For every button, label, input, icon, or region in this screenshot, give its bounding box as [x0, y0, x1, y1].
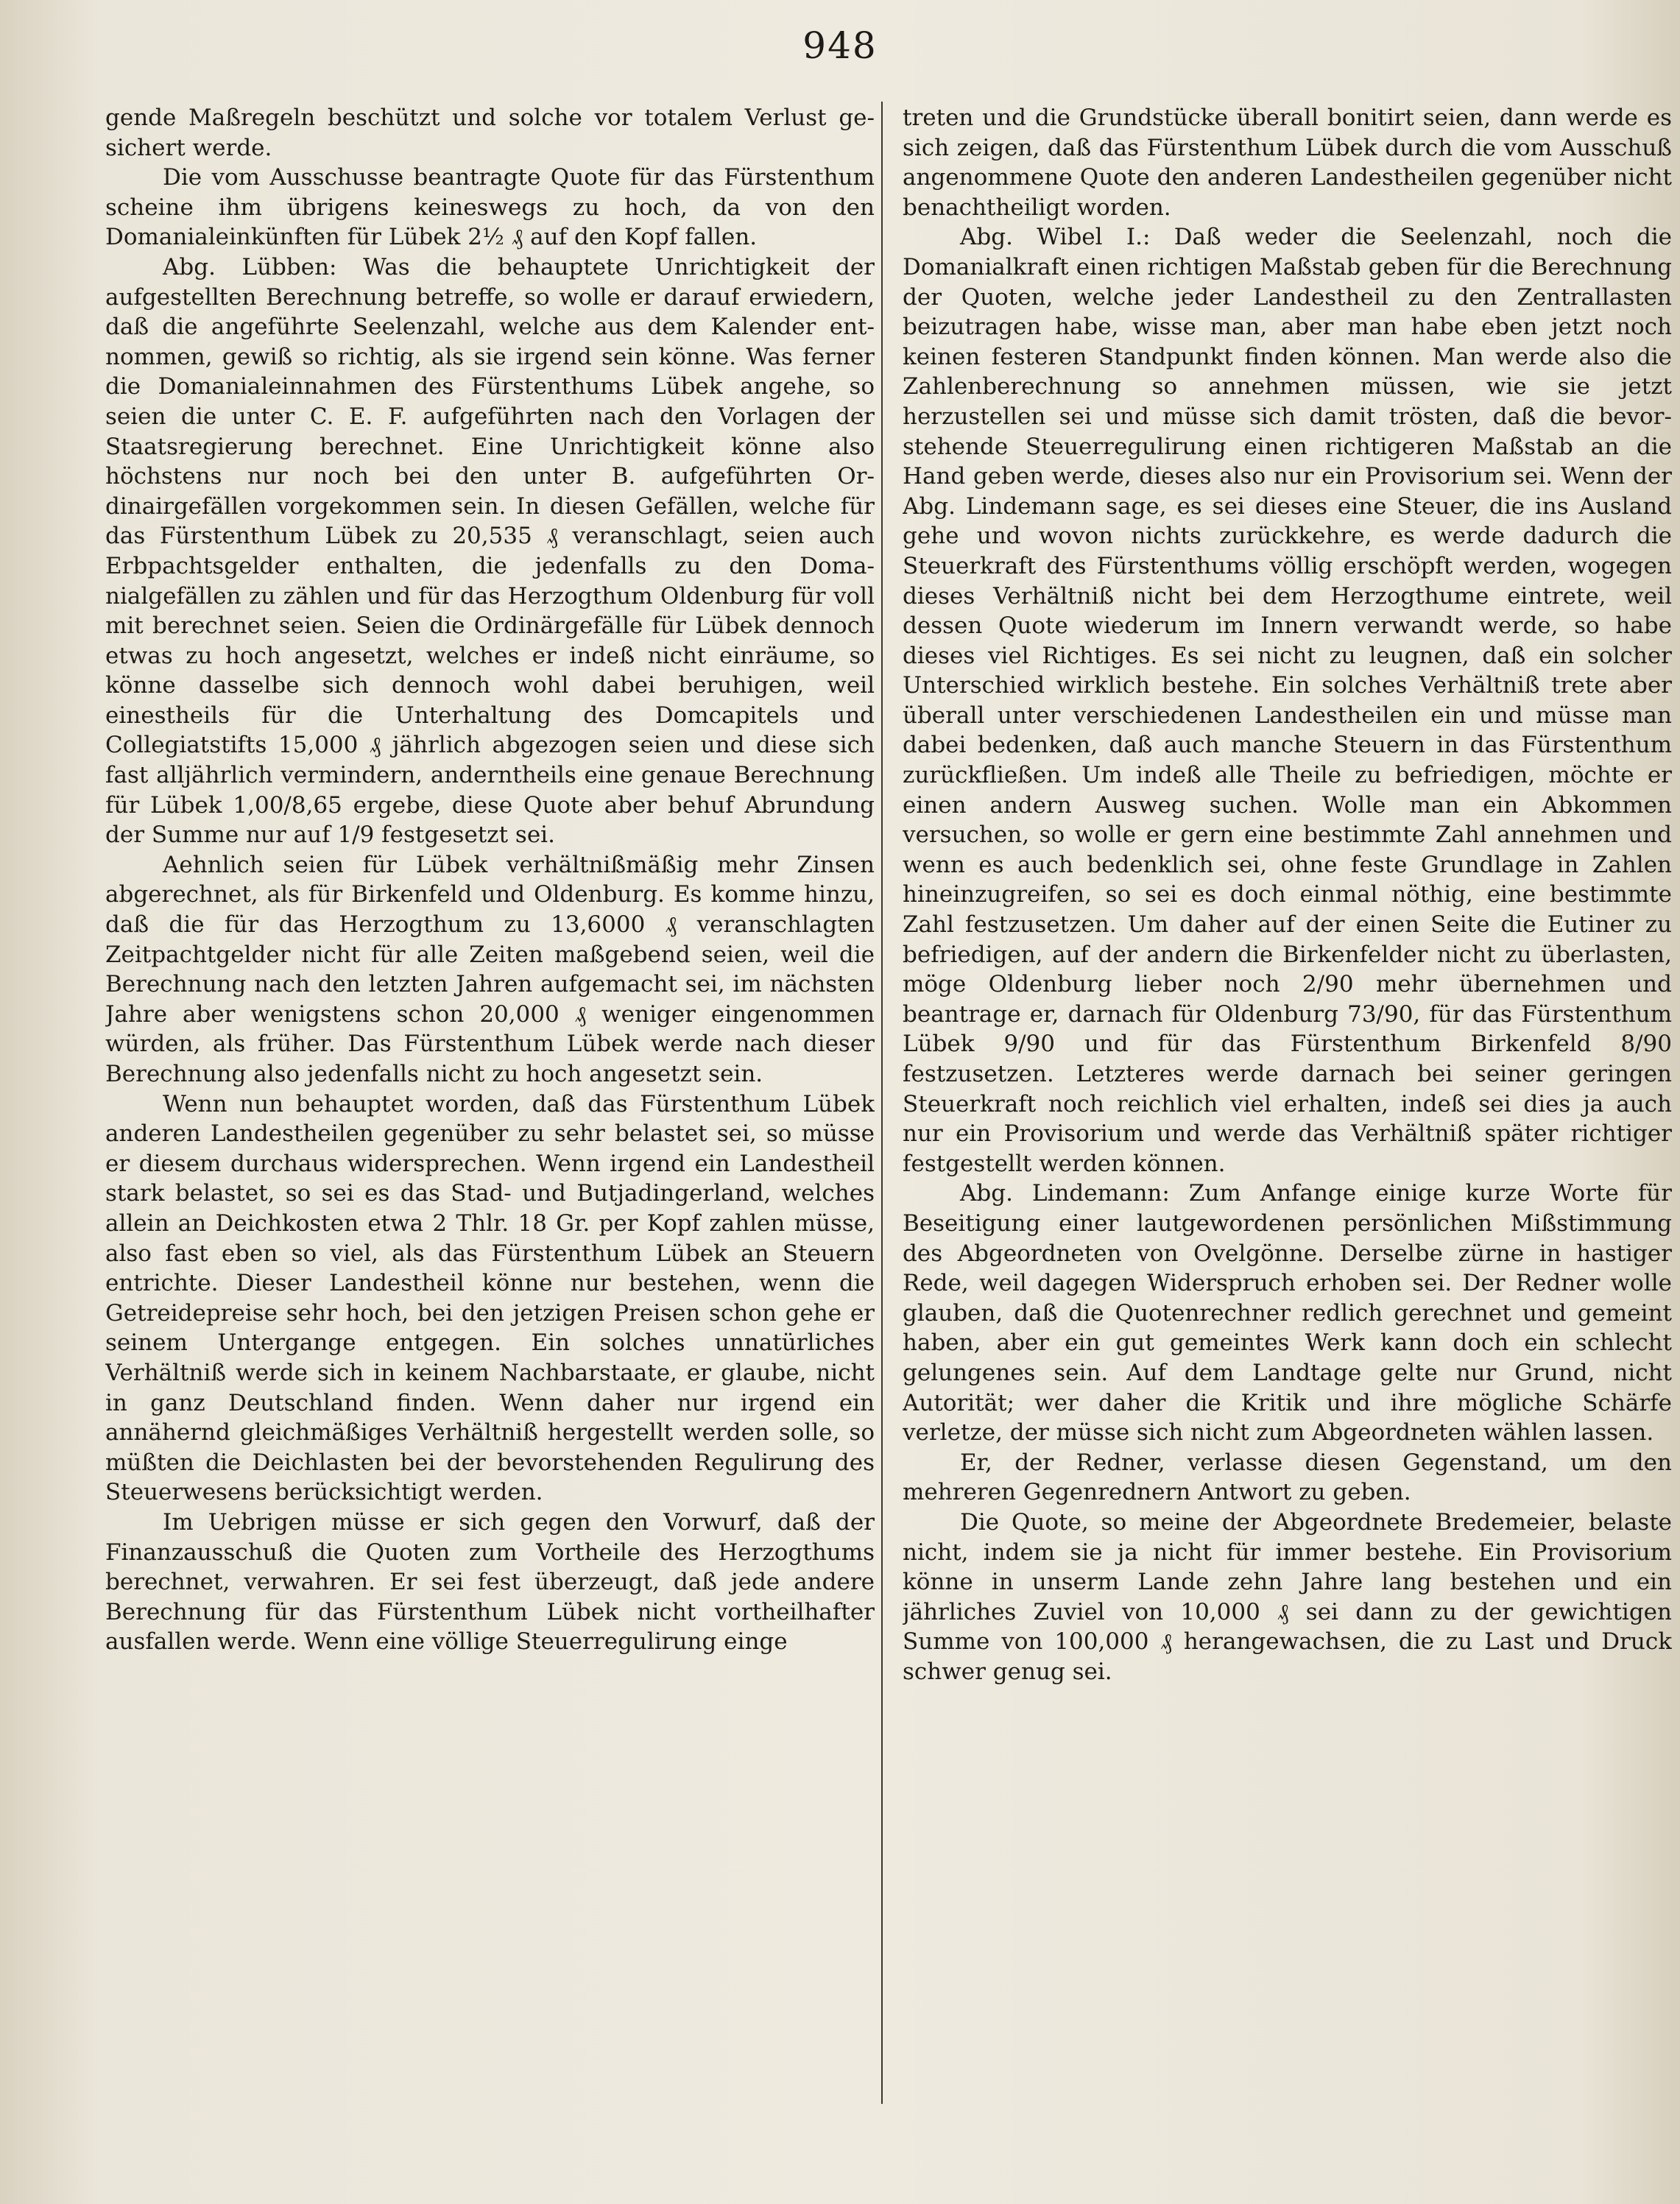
left-paragraph-6: Im Uebrigen müsse er sich gegen den Vorwurf, daß der Finanzausschuß die Quoten zum Vortheile des Herzogthums berechnet, verwahren. Er sei fest überzeugt, daß jede andere Berechnung für das Fürstenthum Lübek nicht vortheilhafter ausfallen werde. Wenn eine völlige Steuerregulirung einge	[105, 1508, 875, 1656]
right-paragraph-5: Die Quote, so meine der Abgeordnete Bredemeier, belaste nicht, indem sie ja nicht für immer bestehe. Ein Provisorium könne in unserm Lande zehn Jahre lang bestehen und ein jährliches Zuviel von 10,000 ₰ sei dann zu der gewichtigen Summe von 100,000 ₰ herangewachsen, die zu Last und Druck schwer genug sei.	[903, 1508, 1672, 1685]
right-paragraph-1: treten und die Grundstücke überall bonitirt seien, dann werde es sich zeigen, daß das Fürstenthum Lübek durch die vom Ausschuß angenommene Quote den anderen Landestheilen gegenüber nicht benachtheiligt worden.	[903, 105, 1672, 221]
left-paragraph-4: Aehnlich seien für Lübek verhältnißmäßig mehr Zinsen abgerechnet, als für Birkenfeld und Oldenburg. Es komme hinzu, daß die für das Herzogthum zu 13,6000 ₰ veranschlagten Zeitpachtgelder nicht für alle Zeiten maßgebend seien, weil die Berechnung nach den letzten Jahren aufgemacht sei, im nächsten Jahre aber wenigstens schon 20,000 ₰ weniger eingenommen würden, als früher. Das Fürstenthum Lübek werde nach dieser Berechnung also jedenfalls nicht zu hoch angesetzt sein.	[105, 851, 875, 1087]
right-paragraph-4: Er, der Redner, verlasse diesen Gegenstand, um den mehreren Gegenrednern Antwort zu geben.	[903, 1449, 1672, 1506]
left-paragraph-3: Abg. Lübben: Was die behauptete Unrichtigkeit der aufgestellten Berechnung betreffe, so wolle er darauf erwiedern, daß die angeführte Seelenzahl, welche aus dem Kalender entnommen, gewiß so richtig, als sie irgend sein könne. Was ferner die Domanialeinnahmen des Fürstenthums Lübek angehe, so seien die unter C. E. F. aufgeführten nach den Vorlagen der Staatsregierung berechnet. Eine Unrichtigkeit könne also höchstens nur noch bei den unter B. aufgeführten Ordinairgefällen vorgekommen sein. In diesen Gefällen, welche für das Fürstenthum Lübek zu 20,535 ₰ veranschlagt, seien auch Erbpachtsgelder enthalten, die jedenfalls zu den Domanialgefällen zu zählen und für das Herzogthum Oldenburg für voll mit berechnet seien. Seien die Ordinärgefälle für Lübek dennoch etwas zu hoch angesetzt, welches er indeß nicht einräume, so könne dasselbe sich dennoch wohl dabei beruhigen, weil einestheils für die Unterhaltung des Domcapitels und Collegiatstifts 15,000 ₰ jährlich abgezogen seien und diese sich fast alljährlich vermindern, anderntheils eine genaue Berechnung für Lübek 1,00/8,65 ergebe, diese Quote aber behuf Abrundung der Summe nur auf 1/9 festgesetzt sei.	[105, 253, 875, 849]
left-column	[105, 103, 875, 2164]
column-divider	[881, 102, 883, 2104]
left-paragraph-2: Die vom Ausschusse beantragte Quote für das Fürstenthum scheine ihm übrigens keineswegs zu hoch, da von den Domanialeinkünften für Lübek 2½ ₰ auf den Kopf fallen.	[105, 164, 875, 251]
right-paragraph-2: Abg. Wibel I.: Daß weder die Seelenzahl, noch die Domanialkraft einen richtigen Maßstab geben für die Berechnung der Quoten, welche jeder Landestheil zu den Zentrallasten beizutragen habe, wisse man, aber man habe eben jetzt noch keinen festeren Standpunkt finden können. Man werde also die Zahlenberechnung so annehmen müssen, wie sie jetzt herzustellen sei und müsse sich damit trösten, daß die bevorstehende Steuerregulirung einen richtigeren Maßstab an die Hand geben werde, dieses also nur ein Provisorium sei. Wenn der Abg. Lindemann sage, es sei dieses eine Steuer, die ins Ausland gehe und wovon nichts zurückkehre, es werde dadurch die Steuerkraft des Fürstenthums völlig erschöpft werden, wogegen dieses Verhältniß nicht bei dem Herzogthume eintrete, weil dessen Quote wiederum im Innern verwandt werde, so habe dieses viel Richtiges. Es sei nicht zu leugnen, daß ein solcher Unterschied wirklich bestehe. Ein solches Verhältniß trete aber überall unter verschiedenen Landestheilen ein und müsse man dabei bedenken, daß auch manche Steuern in das Fürstenthum zurückfließen. Um indeß alle Theile zu befriedigen, möchte er einen andern Ausweg suchen. Wolle man ein Abkommen versuchen, so wolle er gern eine bestimmte Zahl annehmen und wenn es auch bedenklich sei, ohne feste Grundlage in Zahlen hineinzugreifen, so sei es doch einmal nöthig, eine bestimmte Zahl festzusetzen. Um daher auf der einen Seite die Eutiner zu befriedigen, auf der andern die Birkenfelder nicht zu überlasten, möge Oldenburg lieber noch 2/90 mehr übernehmen und beantrage er, darnach für Oldenburg 73/90, für das Fürstenthum Lübek 9/90 und für das Fürstenthum Birkenfeld 8/90 festzusetzen. Letzteres werde darnach bei seiner geringen Steuerkraft noch reichlich viel erhalten, indeß sei dies ja auch nur ein Provisorium und werde das Verhältniß später richtiger festgestellt werden können.	[903, 224, 1672, 1177]
left-paragraph-1: gende Maßregeln beschützt und solche vor totalem Verlust gesichert werde.	[105, 105, 875, 161]
right-column	[903, 103, 1672, 2164]
left-paragraph-5: Wenn nun behauptet worden, daß das Fürstenthum Lübek anderen Landestheilen gegenüber zu sehr belastet sei, so müsse er diesem durchaus widersprechen. Wenn irgend ein Landestheil stark belastet, so sei es das Stad- und Butjadingerland, welches allein an Deichkosten etwa 2 Thlr. 18 Gr. per Kopf zahlen müsse, also fast eben so viel, als das Fürstenthum Lübek an Steuern entrichte. Dieser Landestheil könne nur bestehen, wenn die Getreidepreise sehr hoch, bei den jetzigen Preisen schon gehe er seinem Untergange entgegen. Ein solches unnatürliches Verhältniß werde sich in keinem Nachbarstaate, er glaube, nicht in ganz Deutschland finden. Wenn daher nur irgend ein annähernd gleichmäßiges Verhältniß hergestellt werden solle, so müßten die Deichlasten bei der bevorstehenden Regulirung des Steuerwesens berücksichtigt werden.	[105, 1090, 875, 1506]
page-number: 948	[802, 24, 878, 67]
right-paragraph-3: Abg. Lindemann: Zum Anfange einige kurze Worte für Beseitigung einer lautgewordenen persönlichen Mißstimmung des Abgeordneten von Ovelgönne. Derselbe zürne in hastiger Rede, weil dagegen Widerspruch erhoben sei. Der Redner wolle glauben, daß die Quotenrechner redlich gerechnet und gemeint haben, aber ein gut gemeintes Werk kann doch ein schlecht gelungenes sein. Auf dem Landtage gelte nur Grund, nicht Autorität; wer daher die Kritik und ihre mögliche Schärfe verletze, der müsse sich nicht zum Abgeordneten wählen lassen.	[903, 1180, 1672, 1447]
